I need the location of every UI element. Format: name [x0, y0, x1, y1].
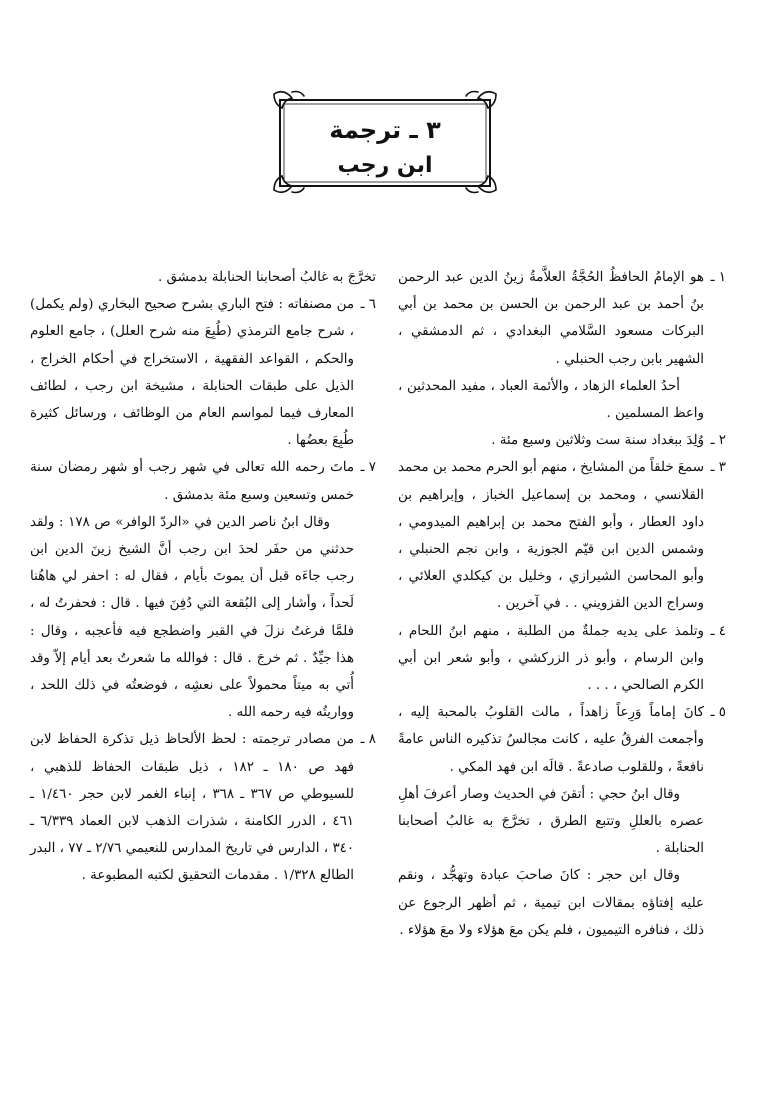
item-7	[30, 454, 376, 726]
paragraph: كانَ إماماً وَرِعاً زاهداً ، مالت القلوبُ بالمحبة إليه ، وأجمعت الفرقُ عليه ، كانت مجالسُ تذكيره الناس عامةً نافعةً ، وللقلوب صادعةً . قالَه ابن فهد المكي .	[398, 705, 704, 775]
paragraph: هو الإمامُ الحافظُ الحُجَّةُ العلاَّمةُ زينُ الدين عبد الرحمن بنُ أحمد بن عبد الرحمن بن الحسن بن محمد بن أبي البركات مسعود السَّلامي البغدادي ، ثم الدمشقي ، الشهير بابن رجب الحنبلي .	[398, 270, 704, 367]
paragraph: سمعَ خلقاً من المشايخ ، منهم أبو الحرم محمد بن محمد القلانسي ، ومحمد بن إسماعيل الخباز ، وإبراهيم بن داود العطار ، وأبو الفتح محمد بن إبراهيم الميدومي ، وشمس الدين ابن قيّم الجوزية ، وابن نجم الحنبلي ، وأبو المحاسن الشيرازي ، وخليل بن كيكلدي العلائي ، وسراج الدين القزويني . . في آخرين .	[398, 460, 704, 612]
paragraph: أحدُ العلماء الزهاد ، والأئمة العباد ، مفيد المحدثين ، واعظ المسلمين .	[398, 378, 704, 422]
title-frame	[270, 88, 500, 196]
item-number: ٢ ـ	[710, 433, 726, 449]
paragraph: ماتَ رحمه الله تعالى في شهر رجب أو شهر رمضان سنة خمس وتسعين وسبع مئة بدمشق .	[30, 460, 354, 503]
item-4	[398, 618, 726, 700]
paragraph: وُلِدَ ببغداد سنة ست وثلاثين وسبع مئة .	[491, 433, 704, 449]
item-number: ٧ ـ	[360, 460, 376, 476]
item-number: ٨ ـ	[360, 732, 376, 748]
item-number: ٦ ـ	[360, 297, 376, 313]
paragraph: وقال ابنُ حجي : أتقنَ في الحديث وصار أعرفَ أهلِ عصره بالعللِ وتتبع الطرق ، تخرَّجَ به غالبُ أصحابنا الحنابلة .	[398, 786, 704, 857]
continuation-text: تخرَّجَ به غالبُ أصحابنا الحنابلة بدمشق .	[157, 270, 376, 285]
item-number: ٣ ـ	[710, 460, 726, 476]
item-3	[398, 454, 726, 617]
item-6	[30, 291, 376, 454]
paragraph: وقال ابنُ ناصر الدين في «الردّ الوافر» ص ١٧٨ : ولقد حدثني من حفَر لحدَ ابن رجب أنَّ الشيخ زينَ الدين ابن رجب جاءَه قبل أن يموتَ بأيام ، فقال له : احفر لي هاهُنا لَحداً ، وأشار إلى البُقعة التي دُفِنَ فيها . قال : فحفرتُ له ، فلمَّا فرغتُ نزلَ في القبر واضطجع فيه فأعجبه ، وقال : هذا جيِّدٌ . ثم خرجَ . قال : فوالله ما شعرتُ بعد أيام إلاّ وقد أُتي به ميتاً محمولاً على نعشِه ، فوضعتُه في ذلك اللحد ، وواريتُه فيه رحمه الله .	[30, 514, 354, 721]
right-column	[398, 264, 726, 944]
item-1	[398, 264, 726, 427]
paragraph: من مصادر ترجمته : لحظ الألحاظ ذيل تذكرة الحفاظ لابن فهد ص ١٨٠ ـ ١٨٢ ، ذيل طبقات الحفاظ للذهبي ، للسيوطي ص ٣٦٧ ـ ٣٦٨ ، إنباء الغمر لابن حجر ١/٤٦٠ ـ ٤٦١ ، الدرر الكامنة ، شذرات الذهب لابن العماد ٦/٣٣٩ ـ ٣٤٠ ، الدارس في تاريخ المدارس للنعيمي ٢/٧٦ ـ ٧٧ ، البدر الطالع ١/٣٢٨ . مقدمات التحقيق لكتبه المطبوعة .	[30, 732, 355, 884]
title-name: ابن رجب	[337, 153, 433, 178]
paragraph: وقال ابن حجر : كانَ صاحبَ عبادة وتهجُّد ، ونقم عليه إفتاؤه بمقالات ابن تيمية ، ثم أظهر الرجوع عن ذلك ، فنافره التيميون ، فلم يكن معَ هؤلاء ولا معَ هؤلاء .	[398, 868, 704, 938]
paragraph: وتلمذ على يديه جملةٌ من الطلبة ، منهم ابنُ اللحام ، وابن الرسام ، وأبو ذر الزركشي ، وأبو شعر ابن أبي الكرم الصالحي ، . . .	[398, 623, 704, 694]
item-number: ٤ ـ	[710, 623, 726, 639]
item-number: ٥ ـ	[710, 705, 726, 721]
item-2	[398, 427, 726, 454]
item-number: ١ ـ	[710, 270, 726, 285]
paragraph: من مصنفاته : فتح الباري بشرح صحيح البخاري (ولم يكمل) ، شرح جامع الترمذي (طُبِعَ منه شرح العلل) ، جامع العلوم والحكم ، القواعد الفقهية ، الاستخراج في أحكام الخراج ، الذيل على طبقات الحنابلة ، مشيخة ابن رجب ، لطائف المعارف فيما لمواسم العام من الوظائف ، ورسائل كثيرة طُبِعَ بعضُها .	[30, 297, 354, 449]
item-5	[398, 699, 726, 944]
title-number: ٣ ـ ترجمة	[329, 116, 441, 144]
item-8	[30, 726, 376, 889]
left-column	[30, 264, 376, 890]
